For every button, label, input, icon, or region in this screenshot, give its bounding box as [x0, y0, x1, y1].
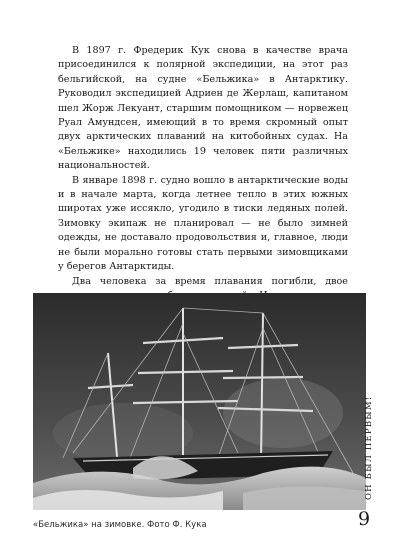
belgica-photo	[33, 293, 366, 510]
main-text	[58, 44, 348, 332]
paragraph-2: В январе 1898 г. судно вошло в антарктические воды и в начале марта, когда летнее тепло в этих южных широтах уже иссякло, угодило в тиски ледяных полей. Зимовку экипаж не планировал — не было зимней одежды, не доставало продовольствия и, главное, люди не были морально готовы стать первыми зимовщиками у берегов Антарктиды.	[58, 174, 348, 273]
page-number: 9	[358, 508, 371, 530]
running-title	[364, 380, 376, 500]
running-title-text: ОН БЫЛ ПЕРВЫМ!	[364, 395, 374, 500]
ship-in-ice-illustration	[33, 293, 366, 510]
paragraph-1: В 1897 г. Фредерик Кук снова в качестве врача присоединился к полярной экспедиции, на этот раз бельгийской, на судне «Бельжика» в Антарктику. Руководил экспедицией Адриен де Жерлаш, капитаном шел Жорж Лекуант, старшим помощником — норвежец Руал Амундсен, имеющий в то время скромный опыт двух арктических плаваний на китобойных судах. На «Бельжике» находились 19 человек пяти различных национальностей.	[58, 45, 348, 172]
paragraph-3: Два человека за время плавания погибли, двое	[72, 275, 348, 287]
photo-caption: «Бельжика» на зимовке. Фото Ф. Кука	[33, 520, 207, 530]
